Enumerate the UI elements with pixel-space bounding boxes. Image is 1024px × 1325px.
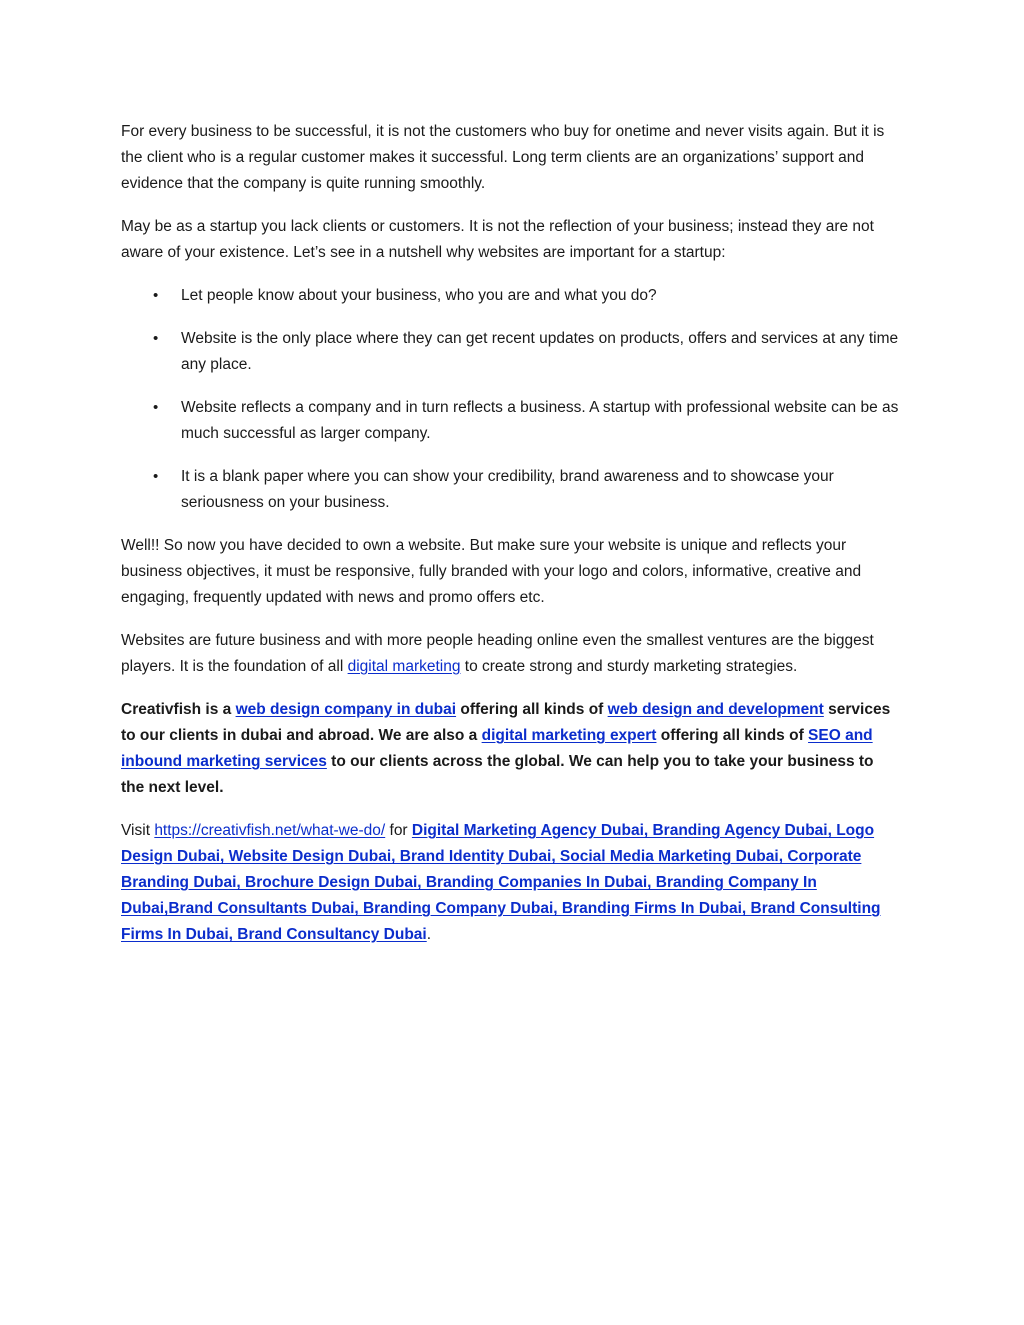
text-span: Websites are future business and with more people heading online even the smallest ventures are the biggest players. It is the foundation of all bbox=[121, 632, 874, 675]
text-span: to create strong and sturdy marketing strategies. bbox=[460, 658, 798, 675]
web-design-development-link[interactable]: web design and development bbox=[607, 701, 824, 718]
text-span: for bbox=[385, 822, 412, 839]
bullet-list bbox=[121, 283, 901, 516]
text-span: to our clients across the global. We can help you to take your business to the next level. bbox=[121, 753, 874, 796]
text-span: Visit bbox=[121, 822, 155, 839]
list-item: • Website reflects a company and in turn reflects a business. A startup with professional website can be as much successful as larger company. bbox=[181, 395, 901, 447]
text-span: Creativfish is a bbox=[121, 701, 236, 718]
visit-paragraph bbox=[121, 818, 901, 948]
text-span: offering all kinds of bbox=[456, 701, 608, 718]
web-design-company-link[interactable]: web design company in dubai bbox=[235, 701, 457, 718]
intro-paragraph: For every business to be successful, it is not the customers who buy for onetime and never visits again. But it is the client who is a regular customer makes it successful. Long term clients are an organizations’ support and evidence that the company is quite running smoothly. bbox=[121, 123, 885, 192]
services-list-link[interactable]: Digital Marketing Agency Dubai, Branding Agency Dubai, Logo Design Dubai, Website Design Dubai, Brand Identity Dubai, Social Media Marketing Dubai, Corporate Branding Dubai, Brochure Design Dubai, Branding Companies In Dubai, Branding Company In Dubai,Brand Consultants Dubai, Branding Company Dubai, Branding Firms In Dubai, Brand Consulting Firms In Dubai, Brand Consultancy Dubai bbox=[121, 822, 881, 943]
seo-inbound-link[interactable]: SEO and inbound marketing services bbox=[121, 727, 873, 770]
future-business-paragraph bbox=[121, 628, 901, 680]
list-item: • Let people know about your business, who you are and what you do? bbox=[181, 283, 901, 309]
document-page bbox=[121, 119, 901, 965]
startup-paragraph: May be as a startup you lack clients or customers. It is not the reflection of your business; instead they are not aware of your existence. Let’s see in a nutshell why websites are important for a startup: bbox=[121, 218, 874, 261]
text-span: offering all kinds of bbox=[656, 727, 809, 744]
text-span: . bbox=[426, 926, 432, 943]
list-item: • Website is the only place where they can get recent updates on products, offers and services at any time any place. bbox=[181, 326, 901, 378]
list-item: • It is a blank paper where you can show your credibility, brand awareness and to showcase your seriousness on your business. bbox=[181, 464, 901, 516]
text-span: services to our clients in dubai and abroad. We are also a bbox=[121, 701, 891, 744]
company-intro-paragraph bbox=[121, 697, 901, 801]
digital-marketing-expert-link[interactable]: digital marketing expert bbox=[481, 727, 657, 744]
what-we-do-url-link[interactable]: https://creativfish.net/what-we-do/ bbox=[154, 822, 386, 839]
digital-marketing-link[interactable]: digital marketing bbox=[347, 658, 461, 675]
website-advice-paragraph: Well!! So now you have decided to own a website. But make sure your website is unique and reflects your business objectives, it must be responsive, fully branded with your logo and colors, informative, creative and engaging, frequently updated with news and promo offers etc. bbox=[121, 537, 862, 606]
